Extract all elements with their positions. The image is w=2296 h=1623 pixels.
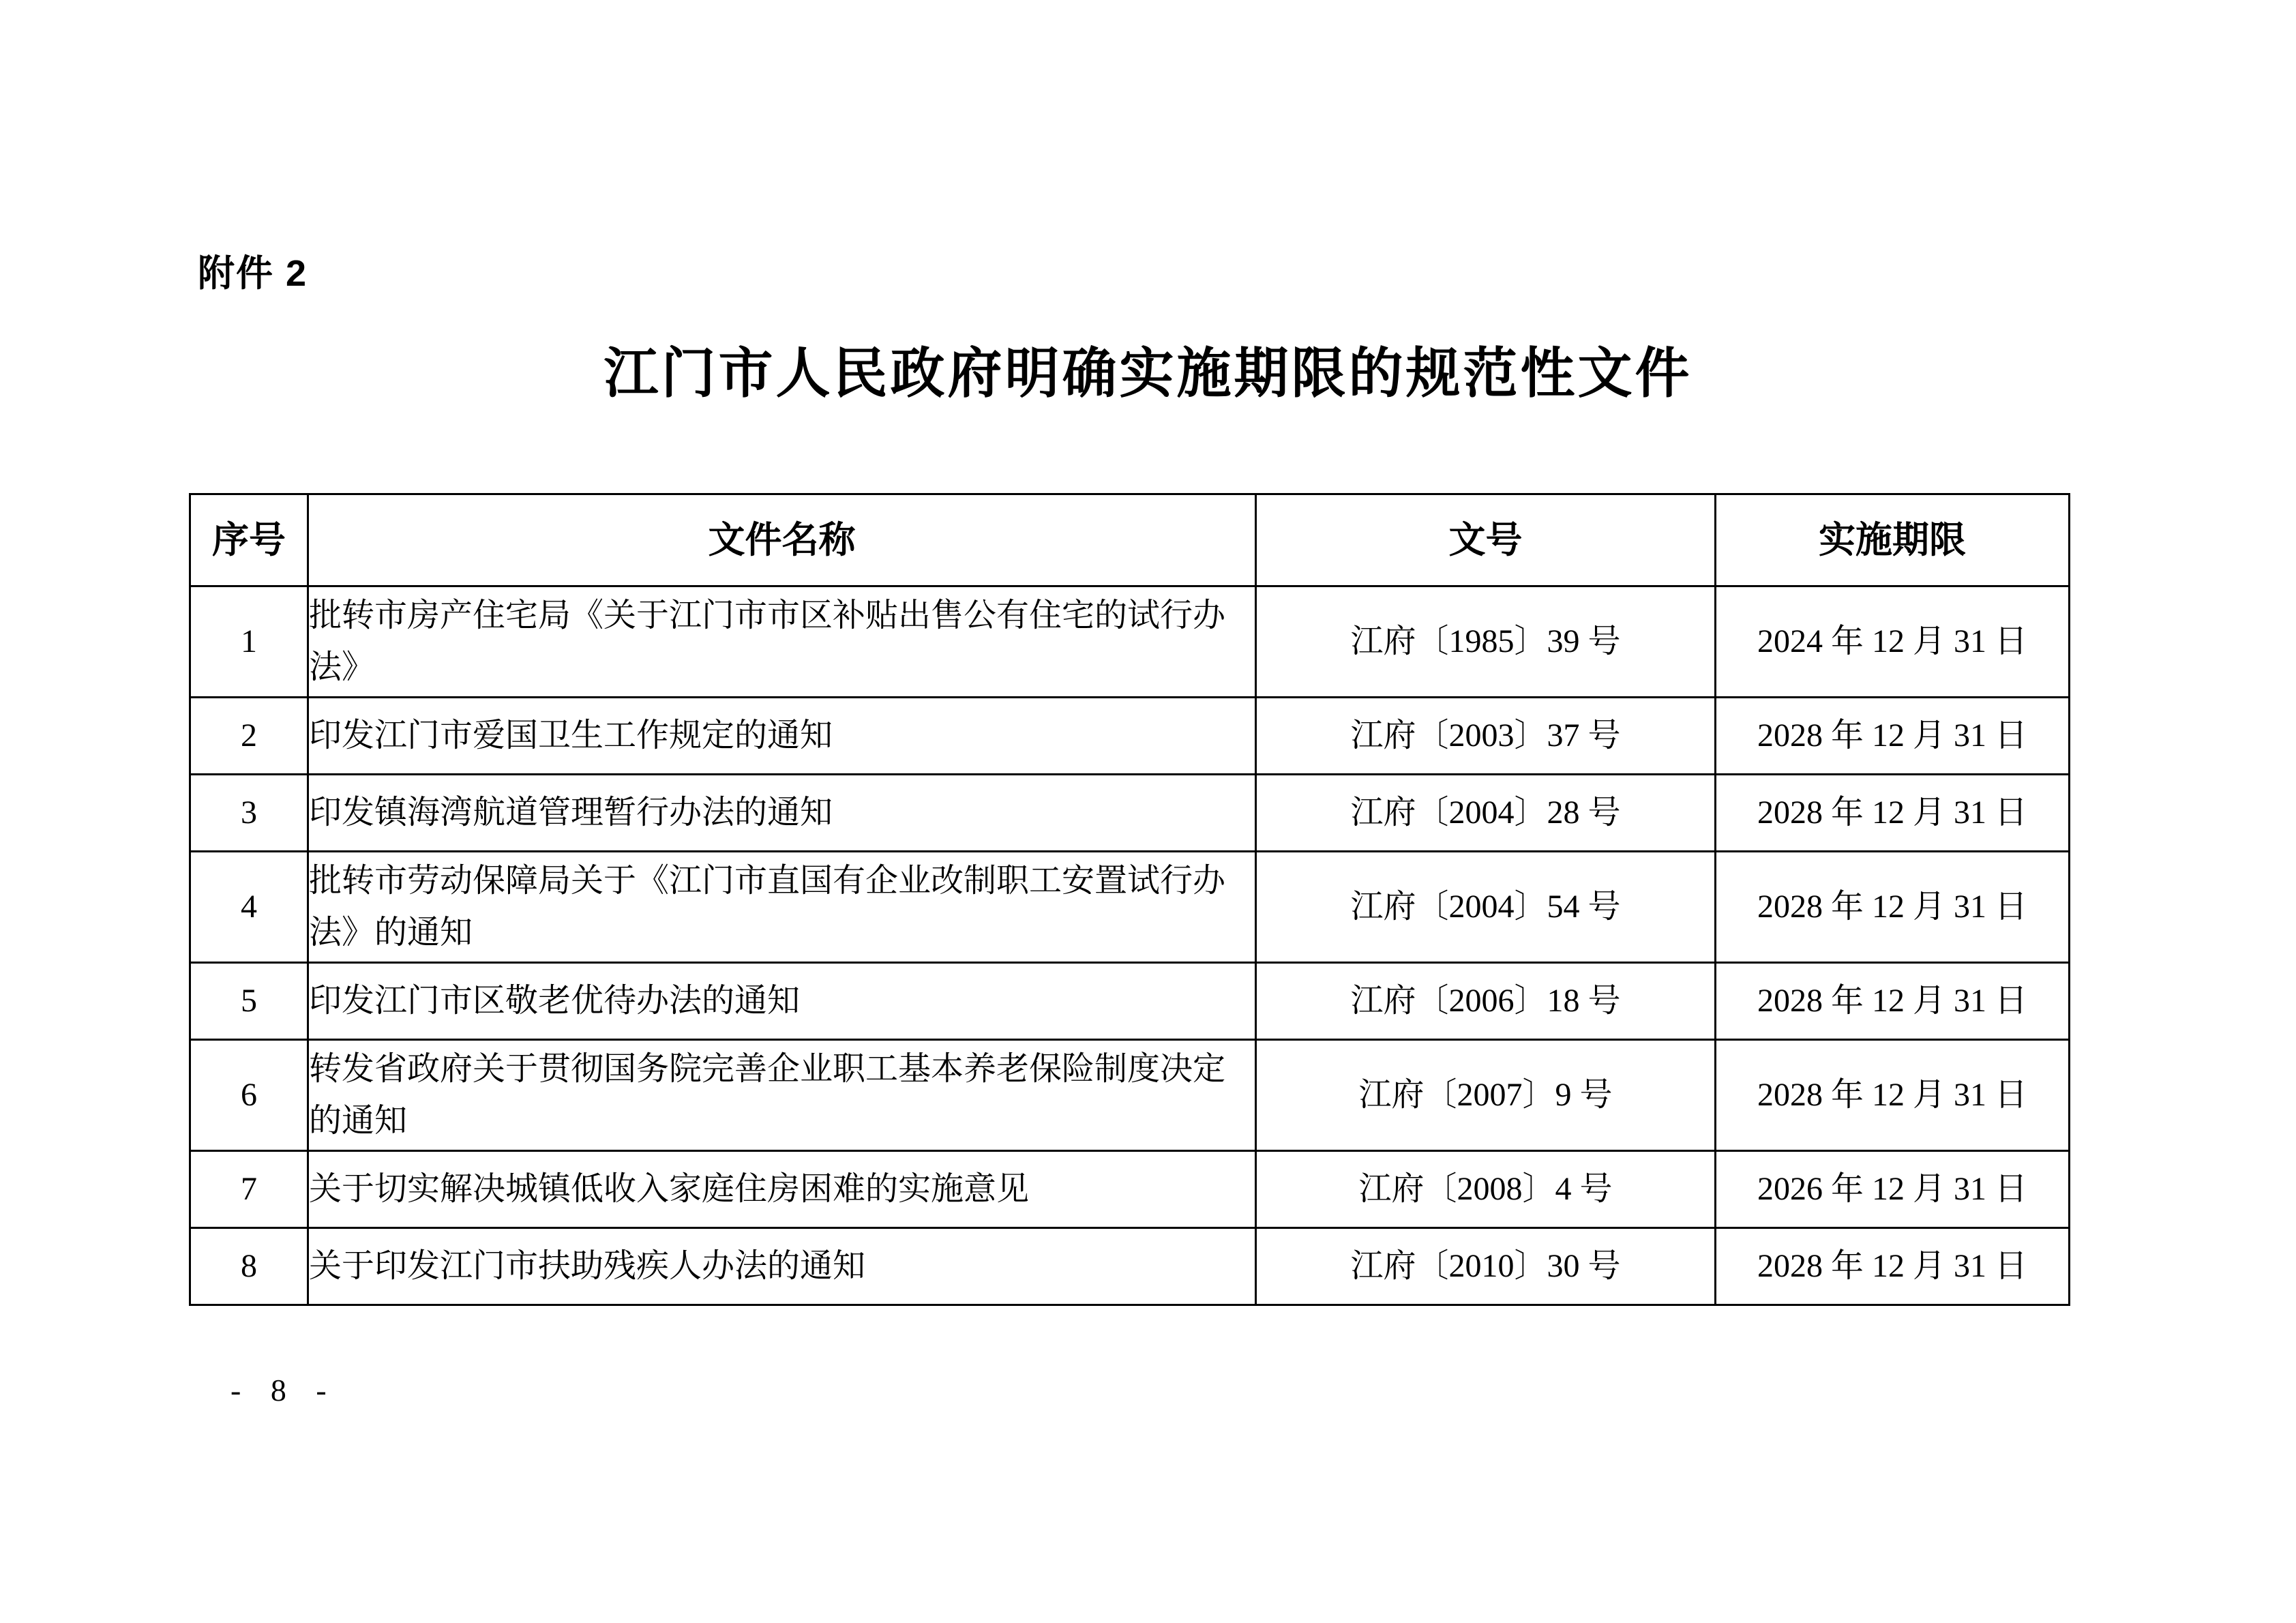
row-deadline-cell: 2028 年 12 月 31 日	[1716, 698, 2070, 775]
row-doc-no-cell: 江府〔2010〕30 号	[1256, 1228, 1716, 1305]
row-name-cell: 转发省政府关于贯彻国务院完善企业职工基本养老保险制度决定的通知	[308, 1040, 1256, 1151]
row-deadline-cell: 2028 年 12 月 31 日	[1716, 775, 2070, 852]
row-index-cell: 4	[190, 852, 308, 963]
row-index-cell: 3	[190, 775, 308, 852]
table-row	[190, 963, 2070, 1040]
table-row	[190, 852, 2070, 963]
row-doc-no-cell: 江府〔2004〕28 号	[1256, 775, 1716, 852]
column-header-doc-no: 文号	[1256, 494, 1716, 586]
row-index-cell: 8	[190, 1228, 308, 1305]
row-deadline-cell: 2028 年 12 月 31 日	[1716, 1228, 2070, 1305]
row-name-cell: 印发江门市爱国卫生工作规定的通知	[308, 698, 1256, 775]
table-row	[190, 775, 2070, 852]
row-index-cell: 1	[190, 586, 308, 698]
row-name-cell: 印发江门市区敬老优待办法的通知	[308, 963, 1256, 1040]
column-header-index: 序号	[190, 494, 308, 586]
row-deadline-cell: 2026 年 12 月 31 日	[1716, 1151, 2070, 1228]
table-row	[190, 1228, 2070, 1305]
table-header	[190, 494, 2070, 586]
row-name-cell: 批转市劳动保障局关于《江门市直国有企业改制职工安置试行办法》的通知	[308, 852, 1256, 963]
row-index-cell: 6	[190, 1040, 308, 1151]
row-doc-no-cell: 江府〔1985〕39 号	[1256, 586, 1716, 698]
column-header-deadline: 实施期限	[1716, 494, 2070, 586]
row-doc-no-cell: 江府〔2004〕54 号	[1256, 852, 1716, 963]
table-row	[190, 586, 2070, 698]
row-deadline-cell: 2028 年 12 月 31 日	[1716, 852, 2070, 963]
row-name-cell: 批转市房产住宅局《关于江门市市区补贴出售公有住宅的试行办法》	[308, 586, 1256, 698]
row-deadline-cell: 2024 年 12 月 31 日	[1716, 586, 2070, 698]
page-title: 江门市人民政府明确实施期限的规范性文件	[603, 344, 1693, 404]
column-header-name: 文件名称	[308, 494, 1256, 586]
row-deadline-cell: 2028 年 12 月 31 日	[1716, 963, 2070, 1040]
row-doc-no-cell: 江府〔2008〕4 号	[1256, 1151, 1716, 1228]
documents-table	[189, 493, 2070, 1306]
page-number: - 8 -	[230, 1373, 338, 1408]
row-index-cell: 7	[190, 1151, 308, 1228]
table-row	[190, 1151, 2070, 1228]
row-name-cell: 关于印发江门市扶助残疾人办法的通知	[308, 1228, 1256, 1305]
row-doc-no-cell: 江府〔2003〕37 号	[1256, 698, 1716, 775]
attachment-label: 附件 2	[198, 253, 308, 294]
row-deadline-cell: 2028 年 12 月 31 日	[1716, 1040, 2070, 1151]
table-row	[190, 698, 2070, 775]
row-name-cell: 关于切实解决城镇低收入家庭住房困难的实施意见	[308, 1151, 1256, 1228]
row-doc-no-cell: 江府〔2006〕18 号	[1256, 963, 1716, 1040]
row-index-cell: 2	[190, 698, 308, 775]
table-row	[190, 1040, 2070, 1151]
row-index-cell: 5	[190, 963, 308, 1040]
row-name-cell: 印发镇海湾航道管理暂行办法的通知	[308, 775, 1256, 852]
row-doc-no-cell: 江府〔2007〕9 号	[1256, 1040, 1716, 1151]
